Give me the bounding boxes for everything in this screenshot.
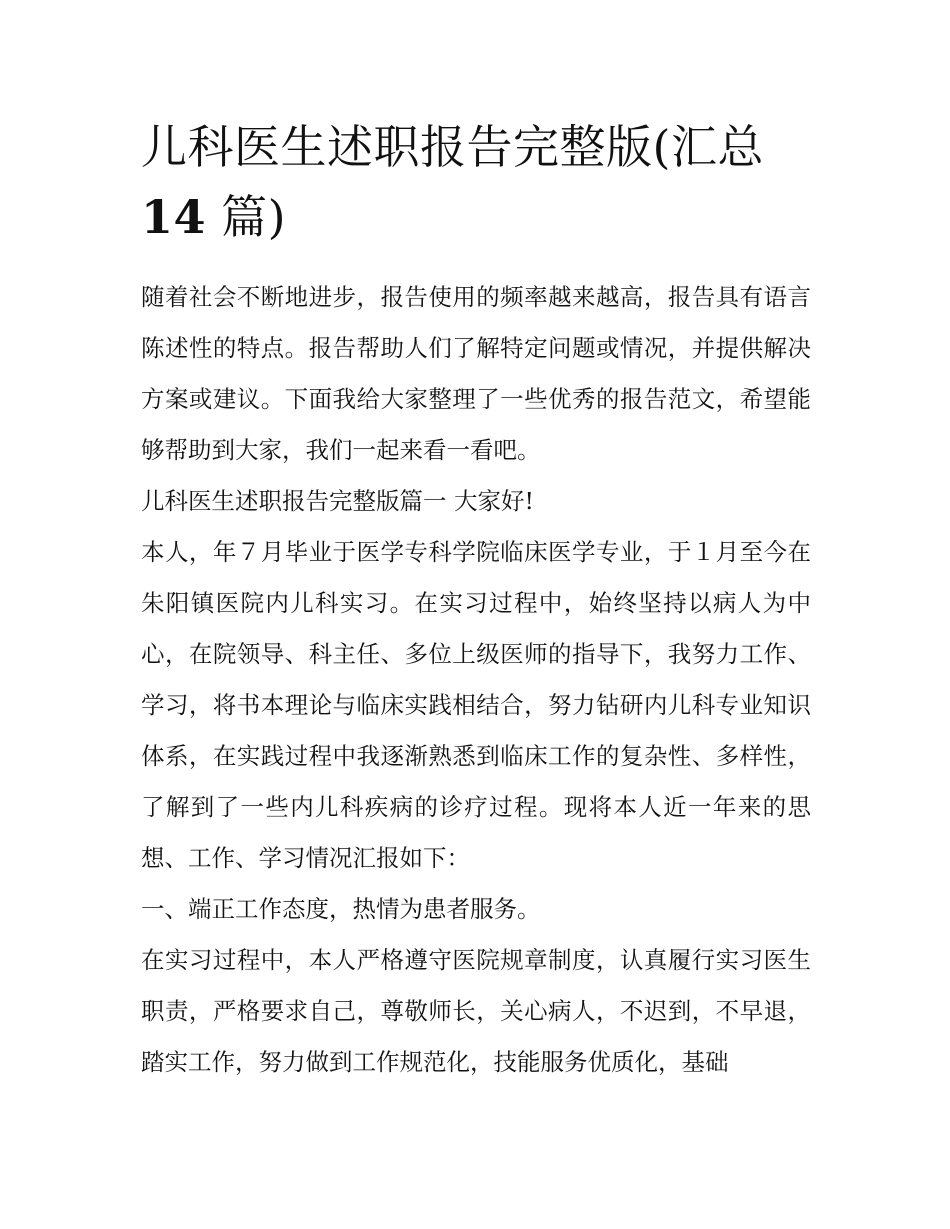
point-one-paragraph: 在实习过程中，本人严格遵守医院规章制度，认真履行实习医生职责，严格要求自己，尊敬师长，关心病人，不迟到，不早退，踏实工作，努力做到工作规范化，技能服务优质化，基础 — [141, 946, 811, 1076]
document-content — [141, 112, 811, 1088]
title-count: 14 — [141, 190, 207, 244]
point-one-heading: 一、端正工作态度，热情为患者服务。 — [141, 895, 541, 923]
intro-paragraph: 随着社会不断地进步，报告使用的频率越来越高，报告具有语言陈述性的特点。报告帮助人们了解特定问题或情况，并提供解决方案或建议。下面我给大家整理了一些优秀的报告范文，希望能够帮助到大家，我们一起来看一看吧。 — [141, 283, 811, 464]
title-tail: 篇) — [206, 190, 287, 244]
section-heading-paragraph: 儿科医生述职报告完整版篇一 大家好! — [141, 487, 534, 515]
self-introduction-paragraph: 本人，年７月毕业于医学专科学院临床医学专业，于１月至今在朱阳镇医院内儿科实习。在实习过程中，始终坚持以病人为中心，在院领导、科主任、多位上级医师的指导下，我努力工作、学习，将书本理论与临床实践相结合，努力钻研内儿科专业知识体系，在实践过程中我逐渐熟悉到临床工作的复杂性、多样性，了解到了一些内儿科疾病的诊疗过程。现将本人近一年来的思想、工作、学习情况汇报如下： — [141, 538, 811, 872]
document-body — [141, 272, 811, 1088]
document-title — [141, 112, 811, 252]
title-main: 儿科医生述职报告完整版(汇总 — [141, 120, 764, 174]
